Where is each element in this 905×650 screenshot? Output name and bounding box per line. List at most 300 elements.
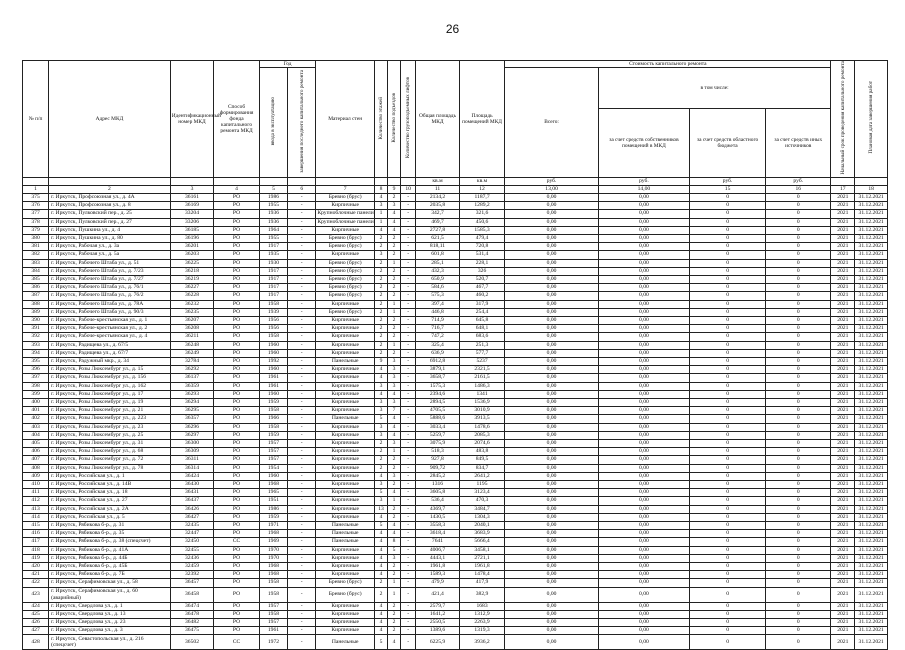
cell-floors: 3 bbox=[375, 251, 388, 259]
cell-fund-method: РО bbox=[214, 202, 260, 210]
cell-row-number: 403 bbox=[23, 423, 49, 431]
cell-year-last-repair: - bbox=[288, 602, 316, 610]
cell-year-commission: 1964 bbox=[259, 226, 287, 234]
table-row bbox=[23, 489, 888, 497]
cell-lifts: - bbox=[401, 579, 416, 587]
cell-floors: 2 bbox=[375, 579, 388, 587]
cell-year-last-repair: - bbox=[288, 423, 316, 431]
column-number: 12 bbox=[459, 185, 505, 193]
cell-cost-other: 0 bbox=[766, 635, 831, 650]
cell-year-last-repair: - bbox=[288, 193, 316, 201]
column-number: 10 bbox=[401, 185, 416, 193]
cell-entrances: 2 bbox=[388, 275, 401, 283]
cell-end-date: 31.12.2021 bbox=[855, 390, 888, 398]
cell-mkd-id: 36437 bbox=[170, 497, 213, 505]
cell-cost-own: 0,00 bbox=[598, 284, 689, 292]
cell-floors: 4 bbox=[375, 563, 388, 571]
cell-address: г. Иркутск, Рабочего Штаба ул., д. 7/23 bbox=[49, 267, 171, 275]
cell-end-date: 31.12.2021 bbox=[855, 267, 888, 275]
cell-floors: 4 bbox=[375, 226, 388, 234]
cell-premises-area: 479,4 bbox=[459, 234, 505, 242]
cell-start-year: 2021 bbox=[831, 275, 855, 283]
cell-cost-regional: 0 bbox=[690, 563, 766, 571]
table-body bbox=[23, 193, 888, 650]
cell-address: г. Иркутск, Розы Люксембург ул., д. 72 bbox=[49, 456, 171, 464]
cell-start-year: 2021 bbox=[831, 390, 855, 398]
cell-cost-other: 0 bbox=[766, 522, 831, 530]
cell-premises-area: 2641,2 bbox=[459, 472, 505, 480]
cell-end-date: 31.12.2021 bbox=[855, 415, 888, 423]
cell-wall-material: Бревно (брус) bbox=[316, 267, 375, 275]
cell-entrances: 2 bbox=[388, 234, 401, 242]
cell-cost-regional: 0 bbox=[690, 423, 766, 431]
cell-fund-method: РО bbox=[214, 357, 260, 365]
cell-start-year: 2021 bbox=[831, 497, 855, 505]
table-row bbox=[23, 333, 888, 341]
cell-premises-area: 849,5 bbox=[459, 456, 505, 464]
cell-mkd-id: 32450 bbox=[170, 538, 213, 546]
cell-cost-own: 0,00 bbox=[598, 382, 689, 390]
cell-fund-method: РО bbox=[214, 431, 260, 439]
cell-start-year: 2021 bbox=[831, 267, 855, 275]
cell-cost-regional: 0 bbox=[690, 398, 766, 406]
cell-total-area: 2579,7 bbox=[416, 602, 459, 610]
cell-cost-total: 0,00 bbox=[505, 382, 598, 390]
header-id: Идентификационный номер МКД bbox=[170, 61, 213, 178]
cell-entrances: 2 bbox=[388, 243, 401, 251]
cell-floors: 3 bbox=[375, 431, 388, 439]
table-row bbox=[23, 357, 888, 365]
cell-start-year: 2021 bbox=[831, 234, 855, 242]
cell-cost-own: 0,00 bbox=[598, 472, 689, 480]
cell-lifts: - bbox=[401, 481, 416, 489]
cell-entrances: 7 bbox=[388, 407, 401, 415]
cell-year-commission: 1917 bbox=[259, 275, 287, 283]
cell-cost-total: 0,00 bbox=[505, 251, 598, 259]
cell-end-date: 31.12.2021 bbox=[855, 497, 888, 505]
cell-address: г. Иркутск, Радужный мкр., д. 34 bbox=[49, 357, 171, 365]
cell-fund-method: РО bbox=[214, 284, 260, 292]
table-row bbox=[23, 423, 888, 431]
cell-address: г. Иркутск, Розы Люксембург ул., д. 25 bbox=[49, 431, 171, 439]
cell-total-area: 636,9 bbox=[416, 349, 459, 357]
cell-cost-regional: 0 bbox=[690, 440, 766, 448]
cell-fund-method: РО bbox=[214, 374, 260, 382]
cell-wall-material: Кирпичные bbox=[316, 407, 375, 415]
cell-total-area: 446,8 bbox=[416, 308, 459, 316]
cell-fund-method: РО bbox=[214, 398, 260, 406]
cell-cost-other: 0 bbox=[766, 275, 831, 283]
cell-floors: 9 bbox=[375, 357, 388, 365]
cell-mkd-id: 36296 bbox=[170, 423, 213, 431]
cell-cost-own: 0,00 bbox=[598, 374, 689, 382]
cell-start-year: 2021 bbox=[831, 259, 855, 267]
cell-total-area: 909,72 bbox=[416, 464, 459, 472]
cell-row-number: 422 bbox=[23, 579, 49, 587]
cell-row-number: 381 bbox=[23, 243, 49, 251]
cell-address: г. Иркутск, Российская ул., д. 14В bbox=[49, 481, 171, 489]
cell-cost-total: 0,00 bbox=[505, 226, 598, 234]
cell-year-last-repair: - bbox=[288, 284, 316, 292]
column-number: 6 bbox=[288, 185, 316, 193]
cell-total-area: 4006,7 bbox=[416, 546, 459, 554]
cell-fund-method: РО bbox=[214, 243, 260, 251]
cell-entrances: 4 bbox=[388, 530, 401, 538]
cell-wall-material: Кирпичные bbox=[316, 316, 375, 324]
cell-fund-method: РО bbox=[214, 610, 260, 618]
cell-cost-regional: 0 bbox=[690, 382, 766, 390]
cell-cost-total: 0,00 bbox=[505, 481, 598, 489]
cell-address: г. Иркутск, Рабочего Штаба ул., д. 76/2 bbox=[49, 292, 171, 300]
cell-year-last-repair: - bbox=[288, 489, 316, 497]
cell-lifts: - bbox=[401, 587, 416, 602]
cell-year-commission: 1968 bbox=[259, 571, 287, 579]
cell-address: г. Иркутск, Рабочая ул., д. 3а bbox=[49, 243, 171, 251]
cell-lifts: - bbox=[401, 210, 416, 218]
cell-cost-total: 0,00 bbox=[505, 522, 598, 530]
cell-wall-material: Бревно (брус) bbox=[316, 292, 375, 300]
cell-premises-area: 483,8 bbox=[459, 448, 505, 456]
cell-mkd-id: 36474 bbox=[170, 602, 213, 610]
cell-lifts: - bbox=[401, 497, 416, 505]
cell-cost-total: 0,00 bbox=[505, 284, 598, 292]
cell-total-area: 536,4 bbox=[416, 497, 459, 505]
cell-total-area: 3075,9 bbox=[416, 440, 459, 448]
cell-start-year: 2021 bbox=[831, 226, 855, 234]
cell-row-number: 385 bbox=[23, 275, 49, 283]
cell-mkd-id: 36249 bbox=[170, 349, 213, 357]
cell-floors: 3 bbox=[375, 407, 388, 415]
cell-floors: 2 bbox=[375, 341, 388, 349]
cell-cost-own: 0,00 bbox=[598, 635, 689, 650]
cell-wall-material: Кирпичные bbox=[316, 563, 375, 571]
header-start: Начальный срок проведения капитального ремонта bbox=[831, 61, 855, 178]
cell-total-area: 2845,2 bbox=[416, 472, 459, 480]
cell-cost-other: 0 bbox=[766, 415, 831, 423]
cell-lifts: - bbox=[401, 267, 416, 275]
cell-cost-total: 0,00 bbox=[505, 349, 598, 357]
cell-entrances: 2 bbox=[388, 602, 401, 610]
cell-lifts: - bbox=[401, 415, 416, 423]
cell-cost-total: 0,00 bbox=[505, 505, 598, 513]
cell-row-number: 404 bbox=[23, 431, 49, 439]
cell-wall-material: Кирпичные bbox=[316, 226, 375, 234]
table-row bbox=[23, 366, 888, 374]
header-method: Способ формирования фонда капитального ремонта МКД bbox=[214, 61, 260, 178]
cell-mkd-id: 36426 bbox=[170, 505, 213, 513]
cell-entrances: 2 bbox=[388, 571, 401, 579]
cell-mkd-id: 36293 bbox=[170, 390, 213, 398]
cell-cost-total: 0,00 bbox=[505, 627, 598, 635]
cell-year-commission: 1955 bbox=[259, 234, 287, 242]
cell-cost-own: 0,00 bbox=[598, 316, 689, 324]
cell-address: г. Иркутск, Розы Люксембург ул., д. 162 bbox=[49, 382, 171, 390]
cell-year-commission: 1930 bbox=[259, 259, 287, 267]
cell-year-last-repair: - bbox=[288, 382, 316, 390]
cell-cost-other: 0 bbox=[766, 284, 831, 292]
cell-wall-material: Панельные bbox=[316, 635, 375, 650]
cell-cost-regional: 0 bbox=[690, 218, 766, 226]
cell-fund-method: РО bbox=[214, 497, 260, 505]
cell-lifts: - bbox=[401, 292, 416, 300]
cell-floors: 13 bbox=[375, 505, 388, 513]
cell-mkd-id: 36211 bbox=[170, 333, 213, 341]
cell-total-area: 469,7 bbox=[416, 218, 459, 226]
cell-cost-other: 0 bbox=[766, 382, 831, 390]
cell-address: г. Иркутск, Серафимовская ул., д. 58 bbox=[49, 579, 171, 587]
cell-year-commission: 1966 bbox=[259, 415, 287, 423]
cell-premises-area: 1961,8 bbox=[459, 563, 505, 571]
cell-wall-material: Кирпичные bbox=[316, 481, 375, 489]
cell-year-last-repair: - bbox=[288, 267, 316, 275]
cell-fund-method: РО bbox=[214, 456, 260, 464]
cell-wall-material: Панельные bbox=[316, 538, 375, 546]
cell-entrances: 4 bbox=[388, 431, 401, 439]
cell-year-last-repair: - bbox=[288, 292, 316, 300]
cell-wall-material: Бревно (брус) bbox=[316, 193, 375, 201]
cell-entrances: 1 bbox=[388, 587, 401, 602]
cell-cost-own: 0,00 bbox=[598, 243, 689, 251]
cell-fund-method: РО bbox=[214, 251, 260, 259]
cell-floors: 4 bbox=[375, 538, 388, 546]
cell-entrances: 2 bbox=[388, 619, 401, 627]
cell-year-last-repair: - bbox=[288, 513, 316, 521]
cell-premises-area: 1319,3 bbox=[459, 627, 505, 635]
cell-premises-area: 2321,5 bbox=[459, 366, 505, 374]
cell-premises-area: 1585,3 bbox=[459, 226, 505, 234]
cell-address: г. Иркутск, Розы Люксембург ул., д. 17 bbox=[49, 390, 171, 398]
cell-wall-material: Бревно (брус) bbox=[316, 243, 375, 251]
cell-total-area: 5259,7 bbox=[416, 431, 459, 439]
cell-lifts: - bbox=[401, 398, 416, 406]
cell-premises-area: 382,9 bbox=[459, 587, 505, 602]
cell-fund-method: РО bbox=[214, 571, 260, 579]
cell-wall-material: Кирпичные bbox=[316, 202, 375, 210]
cell-floors: 5 bbox=[375, 522, 388, 530]
cell-year-last-repair: - bbox=[288, 522, 316, 530]
unit-rub: руб. bbox=[766, 177, 831, 185]
cell-floors: 2 bbox=[375, 259, 388, 267]
cell-address: г. Иркутск, Розы Люксембург ул., д. 19 bbox=[49, 398, 171, 406]
cell-mkd-id: 36235 bbox=[170, 308, 213, 316]
cell-cost-other: 0 bbox=[766, 448, 831, 456]
cell-floors: 4 bbox=[375, 366, 388, 374]
cell-cost-other: 0 bbox=[766, 341, 831, 349]
cell-year-commission: 1961 bbox=[259, 374, 287, 382]
cell-floors: 2 bbox=[375, 587, 388, 602]
cell-year-commission: 1951 bbox=[259, 497, 287, 505]
cell-address: г. Иркутск, Рабочего Штаба ул., д. 90/3 bbox=[49, 308, 171, 316]
cell-wall-material: Панельные bbox=[316, 415, 375, 423]
cell-cost-total: 0,00 bbox=[505, 530, 598, 538]
cell-cost-total: 0,00 bbox=[505, 234, 598, 242]
cell-wall-material: Кирпичные bbox=[316, 349, 375, 357]
cell-row-number: 425 bbox=[23, 610, 49, 618]
cell-entrances: 2 bbox=[388, 481, 401, 489]
cell-cost-total: 0,00 bbox=[505, 259, 598, 267]
cell-total-area: 2035,8 bbox=[416, 202, 459, 210]
cell-floors: 3 bbox=[375, 398, 388, 406]
cell-cost-total: 0,00 bbox=[505, 571, 598, 579]
cell-year-last-repair: - bbox=[288, 610, 316, 618]
cell-cost-own: 0,00 bbox=[598, 587, 689, 602]
cell-cost-total: 0,00 bbox=[505, 300, 598, 308]
cell-mkd-id: 36427 bbox=[170, 513, 213, 521]
cell-row-number: 416 bbox=[23, 530, 49, 538]
cell-start-year: 2021 bbox=[831, 382, 855, 390]
header-lifts: Количество грузоподъемных лифтов bbox=[401, 61, 416, 178]
cell-row-number: 386 bbox=[23, 284, 49, 292]
cell-cost-regional: 0 bbox=[690, 341, 766, 349]
table-row bbox=[23, 202, 888, 210]
cell-cost-regional: 0 bbox=[690, 571, 766, 579]
cell-fund-method: РО bbox=[214, 530, 260, 538]
cell-wall-material: Кирпичные bbox=[316, 610, 375, 618]
cell-mkd-id: 36201 bbox=[170, 243, 213, 251]
cell-fund-method: РО bbox=[214, 505, 260, 513]
cell-end-date: 31.12.2021 bbox=[855, 284, 888, 292]
cell-row-number: 414 bbox=[23, 513, 49, 521]
cell-end-date: 31.12.2021 bbox=[855, 193, 888, 201]
cell-row-number: 420 bbox=[23, 563, 49, 571]
cell-mkd-id: 36502 bbox=[170, 635, 213, 650]
cell-cost-total: 0,00 bbox=[505, 423, 598, 431]
cell-row-number: 417 bbox=[23, 538, 49, 546]
cell-end-date: 31.12.2021 bbox=[855, 259, 888, 267]
cell-cost-regional: 0 bbox=[690, 456, 766, 464]
cell-address: г. Иркутск, Рябикова б-р., д. 41А bbox=[49, 546, 171, 554]
cell-row-number: 388 bbox=[23, 300, 49, 308]
cell-cost-regional: 0 bbox=[690, 193, 766, 201]
header-cost-group: Стоимость капитального ремонта bbox=[505, 61, 831, 68]
cell-fund-method: РО bbox=[214, 308, 260, 316]
cell-year-last-repair: - bbox=[288, 481, 316, 489]
cell-total-area: 518,3 bbox=[416, 448, 459, 456]
cell-floors: 2 bbox=[375, 292, 388, 300]
cell-mkd-id: 36297 bbox=[170, 431, 213, 439]
cell-floors: 4 bbox=[375, 390, 388, 398]
cell-cost-own: 0,00 bbox=[598, 431, 689, 439]
cell-year-last-repair: - bbox=[288, 415, 316, 423]
cell-premises-area: 531,4 bbox=[459, 251, 505, 259]
cell-premises-area: 467,7 bbox=[459, 284, 505, 292]
cell-fund-method: РО bbox=[214, 546, 260, 554]
cell-wall-material: Кирпичные bbox=[316, 325, 375, 333]
cell-cost-own: 0,00 bbox=[598, 415, 689, 423]
cell-mkd-id: 36203 bbox=[170, 251, 213, 259]
cell-cost-total: 0,00 bbox=[505, 210, 598, 218]
cell-year-last-repair: - bbox=[288, 440, 316, 448]
cell-address: г. Иркутск, Розы Люксембург ул., д. 223 bbox=[49, 415, 171, 423]
cell-wall-material: Кирпичные bbox=[316, 374, 375, 382]
cell-fund-method: РО bbox=[214, 333, 260, 341]
cell-start-year: 2021 bbox=[831, 456, 855, 464]
cell-wall-material: Кирпичные bbox=[316, 571, 375, 579]
cell-fund-method: РО bbox=[214, 627, 260, 635]
cell-entrances: 3 bbox=[388, 398, 401, 406]
cell-address: г. Иркутск, Рябикова б-р., д. 38 (спецсчет) bbox=[49, 538, 171, 546]
cell-total-area: 3605,8 bbox=[416, 489, 459, 497]
cell-row-number: 378 bbox=[23, 218, 49, 226]
unit-rub: руб. bbox=[690, 177, 766, 185]
cell-floors: 4 bbox=[375, 619, 388, 627]
cell-cost-own: 0,00 bbox=[598, 530, 689, 538]
cell-premises-area: 2263,9 bbox=[459, 619, 505, 627]
cell-row-number: 384 bbox=[23, 267, 49, 275]
cell-fund-method: РО bbox=[214, 619, 260, 627]
cell-end-date: 31.12.2021 bbox=[855, 554, 888, 562]
cell-entrances: 5 bbox=[388, 546, 401, 554]
cell-cost-regional: 0 bbox=[690, 390, 766, 398]
cell-year-commission: 1986 bbox=[259, 193, 287, 201]
cell-cost-other: 0 bbox=[766, 627, 831, 635]
cell-year-last-repair: - bbox=[288, 390, 316, 398]
table-row bbox=[23, 546, 888, 554]
cell-cost-own: 0,00 bbox=[598, 349, 689, 357]
cell-year-last-repair: - bbox=[288, 316, 316, 324]
cell-entrances: 1 bbox=[388, 448, 401, 456]
cell-cost-total: 0,00 bbox=[505, 218, 598, 226]
cell-wall-material: Кирпичные bbox=[316, 602, 375, 610]
cell-premises-area: 450,6 bbox=[459, 218, 505, 226]
cell-total-area: 285,1 bbox=[416, 259, 459, 267]
cell-cost-other: 0 bbox=[766, 374, 831, 382]
cell-floors: 4 bbox=[375, 602, 388, 610]
cell-entrances: 3 bbox=[388, 472, 401, 480]
cell-fund-method: РО bbox=[214, 481, 260, 489]
cell-floors: 2 bbox=[375, 284, 388, 292]
cell-start-year: 2021 bbox=[831, 341, 855, 349]
cell-year-last-repair: - bbox=[288, 579, 316, 587]
cell-row-number: 391 bbox=[23, 325, 49, 333]
column-number: 16 bbox=[766, 185, 831, 193]
cell-premises-area: 834,7 bbox=[459, 464, 505, 472]
table-row bbox=[23, 210, 888, 218]
cell-cost-total: 0,00 bbox=[505, 390, 598, 398]
cell-cost-regional: 0 bbox=[690, 505, 766, 513]
cell-end-date: 31.12.2021 bbox=[855, 234, 888, 242]
cell-cost-own: 0,00 bbox=[598, 193, 689, 201]
cell-lifts: - bbox=[401, 619, 416, 627]
cell-cost-total: 0,00 bbox=[505, 325, 598, 333]
cell-cost-total: 0,00 bbox=[505, 497, 598, 505]
cell-end-date: 31.12.2021 bbox=[855, 357, 888, 365]
cell-fund-method: РО bbox=[214, 602, 260, 610]
cell-year-last-repair: - bbox=[288, 456, 316, 464]
cell-lifts: - bbox=[401, 431, 416, 439]
cell-row-number: 379 bbox=[23, 226, 49, 234]
cell-floors: 5 bbox=[375, 635, 388, 650]
cell-end-date: 31.12.2021 bbox=[855, 579, 888, 587]
cell-year-commission: 1956 bbox=[259, 325, 287, 333]
cell-year-last-repair: - bbox=[288, 210, 316, 218]
cell-cost-total: 0,00 bbox=[505, 243, 598, 251]
cell-end-date: 31.12.2021 bbox=[855, 243, 888, 251]
cell-floors: 2 bbox=[375, 456, 388, 464]
cell-end-date: 31.12.2021 bbox=[855, 546, 888, 554]
cell-lifts: - bbox=[401, 202, 416, 210]
cell-address: г. Иркутск, Рабоче-крестьянская ул., д. 2 bbox=[49, 325, 171, 333]
cell-wall-material: Бревно (брус) bbox=[316, 259, 375, 267]
unit-sqm: кв.м bbox=[459, 177, 505, 185]
cell-end-date: 31.12.2021 bbox=[855, 538, 888, 546]
cell-floors: 4 bbox=[375, 472, 388, 480]
cell-year-last-repair: - bbox=[288, 349, 316, 357]
cell-end-date: 31.12.2021 bbox=[855, 602, 888, 610]
cell-cost-other: 0 bbox=[766, 193, 831, 201]
cell-end-date: 31.12.2021 bbox=[855, 530, 888, 538]
table-row bbox=[23, 456, 888, 464]
